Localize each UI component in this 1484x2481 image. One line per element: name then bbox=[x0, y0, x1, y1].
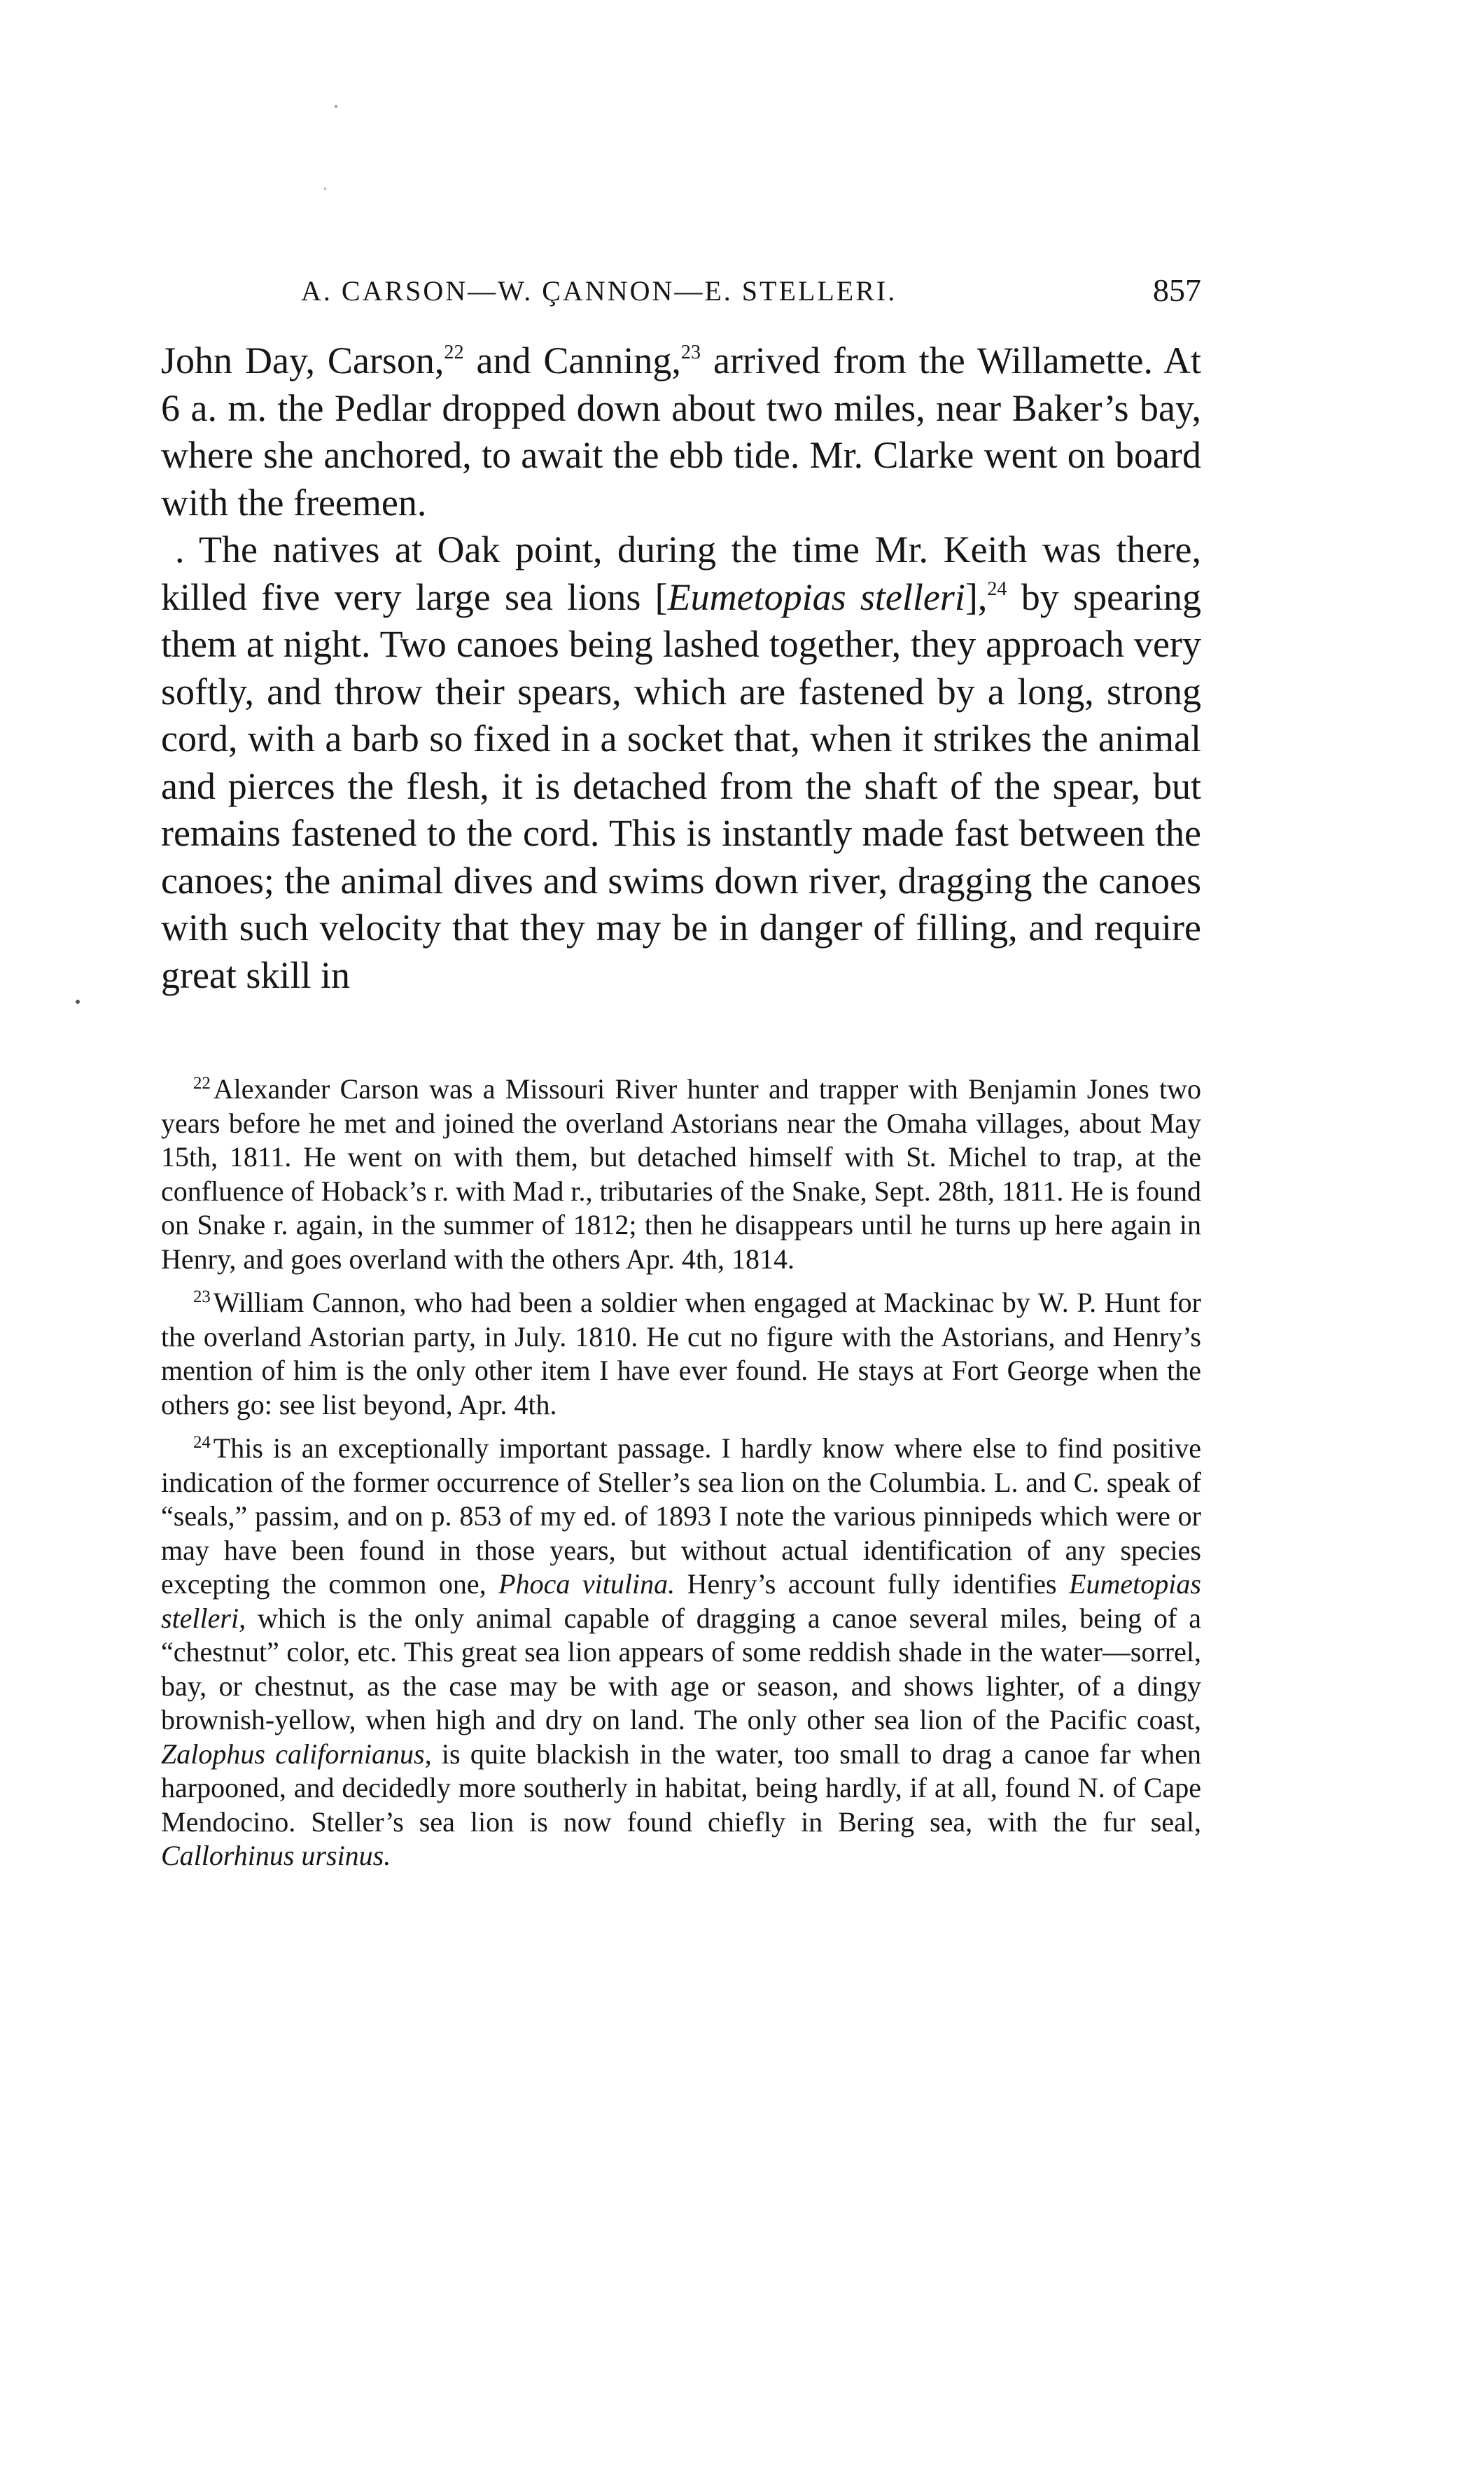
text-run: . The natives at Oak point, during the time Mr. Keith was there, killed five very large sea lions [ bbox=[161, 529, 1201, 618]
text-run: by spearing them at night. Two canoes being lashed together, they approach very softly, and throw their spears, which are fastened by a long, strong cord, with a barb so fixed in a socket that, when it strikes the animal and pierces the flesh, it is detached from the shaft of the spear, but remains fastened to the cord. This is instantly made fast between the canoes; the animal dives and swims down river, dragging the canoes with such velocity that they may be in danger of filling, and require great skill in bbox=[161, 575, 1202, 996]
scan-speck bbox=[76, 1000, 80, 1004]
species-name: Eumetopias stelleri, bbox=[161, 1568, 1201, 1634]
footnote-text: Henry’s account fully identifies bbox=[675, 1568, 1070, 1600]
body-paragraph bbox=[161, 526, 1201, 999]
page-number: 857 bbox=[1153, 272, 1201, 308]
footnote-text: This is an exceptionally important passage. I hardly know where else to find positive indication of the former occurrence of Steller’s sea lion on the Columbia. L. and C. speak of “seals,” passim, and on p. 853 of my ed. of 1893 I note the various pinnipeds which were or may have been found in those years, but without actual identification of any species excepting the common one, bbox=[161, 1432, 1201, 1600]
scan-speck bbox=[324, 188, 326, 190]
species-name: Zalophus californianus, bbox=[161, 1738, 432, 1770]
footnote bbox=[161, 1072, 1201, 1276]
footnote-text: which is the only animal capable of dragging a canoe several miles, being of a “chestnut” color, etc. This great sea lion appears of some reddish shade in the water—sorrel, bay, or chestnut, as the case may be with age or season, and shows lighter, of a dingy brownish-yellow, when high and dry on land. The only other sea lion of the Pacific coast, bbox=[161, 1602, 1201, 1735]
footnote-number: 24 bbox=[193, 1433, 211, 1453]
footnote bbox=[161, 1432, 1201, 1873]
running-title: A. CARSON—W. ÇANNON—E. STELLERI. bbox=[301, 275, 897, 307]
footnote-reference: 23 bbox=[680, 341, 701, 363]
footnote-reference: 24 bbox=[987, 578, 1007, 600]
running-head bbox=[161, 274, 1201, 316]
footnote bbox=[161, 1286, 1201, 1422]
species-name: Eumetopias stelleri bbox=[667, 575, 965, 618]
footnote-reference: 22 bbox=[444, 341, 464, 363]
footnote-text: Alexander Carson was a Missouri River hunter and trapper with Benjamin Jones two years before he met and joined the overland Astorians near the Omaha villages, about May 15th, 1811. He went on with them, but detached himself with St. Michel to trap, at the confluence of Hoback’s r. with Mad r., tributaries of the Snake, Sept. 28th, 1811. He is found on Snake r. again, in the summer of 1812; then he disappears until he turns up here again in Henry, and goes overland with the others Apr. 4th, 1814. bbox=[161, 1073, 1201, 1275]
body-paragraph bbox=[161, 337, 1201, 526]
species-name: Phoca vitulina. bbox=[498, 1568, 676, 1600]
footnote-number: 23 bbox=[193, 1287, 211, 1307]
main-text bbox=[161, 337, 1201, 999]
scan-speck bbox=[335, 105, 337, 108]
text-run: arrived from the Willamette. At 6 a. m. the Pedlar dropped down about two miles, near Baker’s bay, where she anchored, to await the ebb tide. Mr. Clarke went on board with the freemen. bbox=[161, 340, 1201, 524]
footnotes bbox=[161, 1072, 1201, 1873]
text-run: ], bbox=[965, 575, 988, 618]
footnote-text: is quite blackish in the water, too small to drag a canoe far when harpooned, and decidedly more southerly in habitat, being hardly, if at all, found N. of Cape Mendocino. Steller’s sea lion is now found chiefly in Bering sea, with the fur seal, bbox=[161, 1738, 1202, 1838]
footnote-text: William Cannon, who had been a soldier when engaged at Mackinac by W. P. Hunt for the overland Astorian party, in July. 1810. He cut no figure with the Astorians, and Henry’s mention of him is the only other item I have ever found. He stays at Fort George when the others go: see list beyond, Apr. 4th. bbox=[161, 1287, 1201, 1420]
footnote-number: 22 bbox=[193, 1074, 211, 1093]
text-run: and Canning, bbox=[463, 340, 681, 382]
text-run: John Day, Carson, bbox=[161, 340, 444, 382]
species-name: Callorhinus ursinus. bbox=[161, 1840, 391, 1871]
